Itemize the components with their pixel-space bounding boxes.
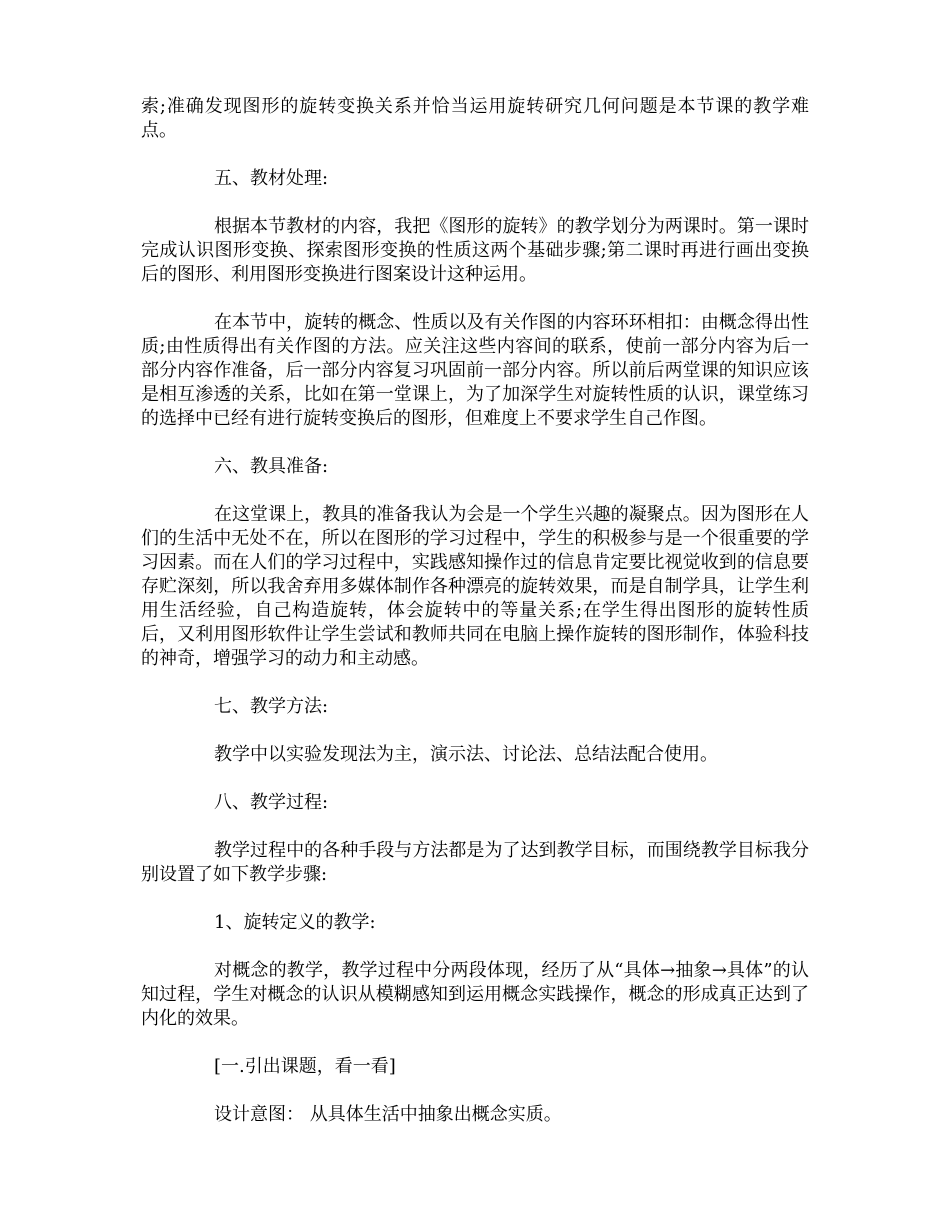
paragraph-methods: 教学中以实验发现法为主，演示法、讨论法、总结法配合使用。 [214,744,718,765]
subheading-rotation-definition: 1、旋转定义的教学: [214,912,376,933]
paragraph-teaching-aids: 在这堂课上，教具的准备我认为会是一个学生兴趣的凝聚点。因为图形在人们的生活中无处不在，所以在图形的学习过程中，学生的积极参与是一个很重要的学习因素。而在人们的学习过程中，实践感知操作过的信息肯定要比视觉收到的信息要存贮深刻，所以我舍弃用多媒体制作各种漂亮的旋转效果，而是自制学具，让学生利用生活经验，自己构造旋转，体会旋转中的等量关系;在学生得出图形的旋转性质后，又利用图形软件让学生尝试和教师共同在电脑上操作旋转的图形制作，体验科技的神奇，增强学习的动力和主动感。 [141,504,809,669]
paragraph-materials-2: 在本节中，旋转的概念、性质以及有关作图的内容环环相扣：由概念得出性质;由性质得出有关作图的方法。应关注这些内容间的联系，使前一部分内容为后一部分内容作准备，后一部分内容复习巩固前一部分内容。所以前后两堂课的知识应该是相互渗透的关系，比如在第一堂课上，为了加深学生对旋转性质的认识，课堂练习的选择中已经有进行旋转变换后的图形，但难度上不要求学生自己作图。 [141,312,809,429]
document-body [141,95,809,1151]
paragraph-concept-teaching: 对概念的教学，教学过程中分两段体现，经历了从“具体→抽象→具体”的认知过程，学生对概念的认识从模糊感知到运用概念实践操作，概念的形成真正达到了内化的效果。 [141,960,809,1029]
section-heading-methods: 七、教学方法: [214,696,329,717]
section-heading-teaching-aids: 六、教具准备: [214,456,329,477]
paragraph-materials-1: 根据本节教材的内容，我把《图形的旋转》的教学划分为两课时。第一课时完成认识图形变换、探索图形变换的性质这两个基础步骤;第二课时再进行画出变换后的图形、利用图形变换进行图案设计这种运用。 [141,216,809,285]
design-intent: 设计意图： 从具体生活中抽象出概念实质。 [214,1104,562,1125]
section-heading-materials: 五、教材处理: [214,168,329,189]
paragraph-process: 教学过程中的各种手段与方法都是为了达到教学目标，而围绕教学目标我分别设置了如下教学步骤: [141,840,809,885]
paragraph-continuation: 索;准确发现图形的旋转变换关系并恰当运用旋转研究几何问题是本节课的教学难点。 [141,96,809,141]
section-heading-process: 八、教学过程: [214,792,329,813]
step-heading-intro: [一.引出课题，看一看] [214,1056,396,1077]
